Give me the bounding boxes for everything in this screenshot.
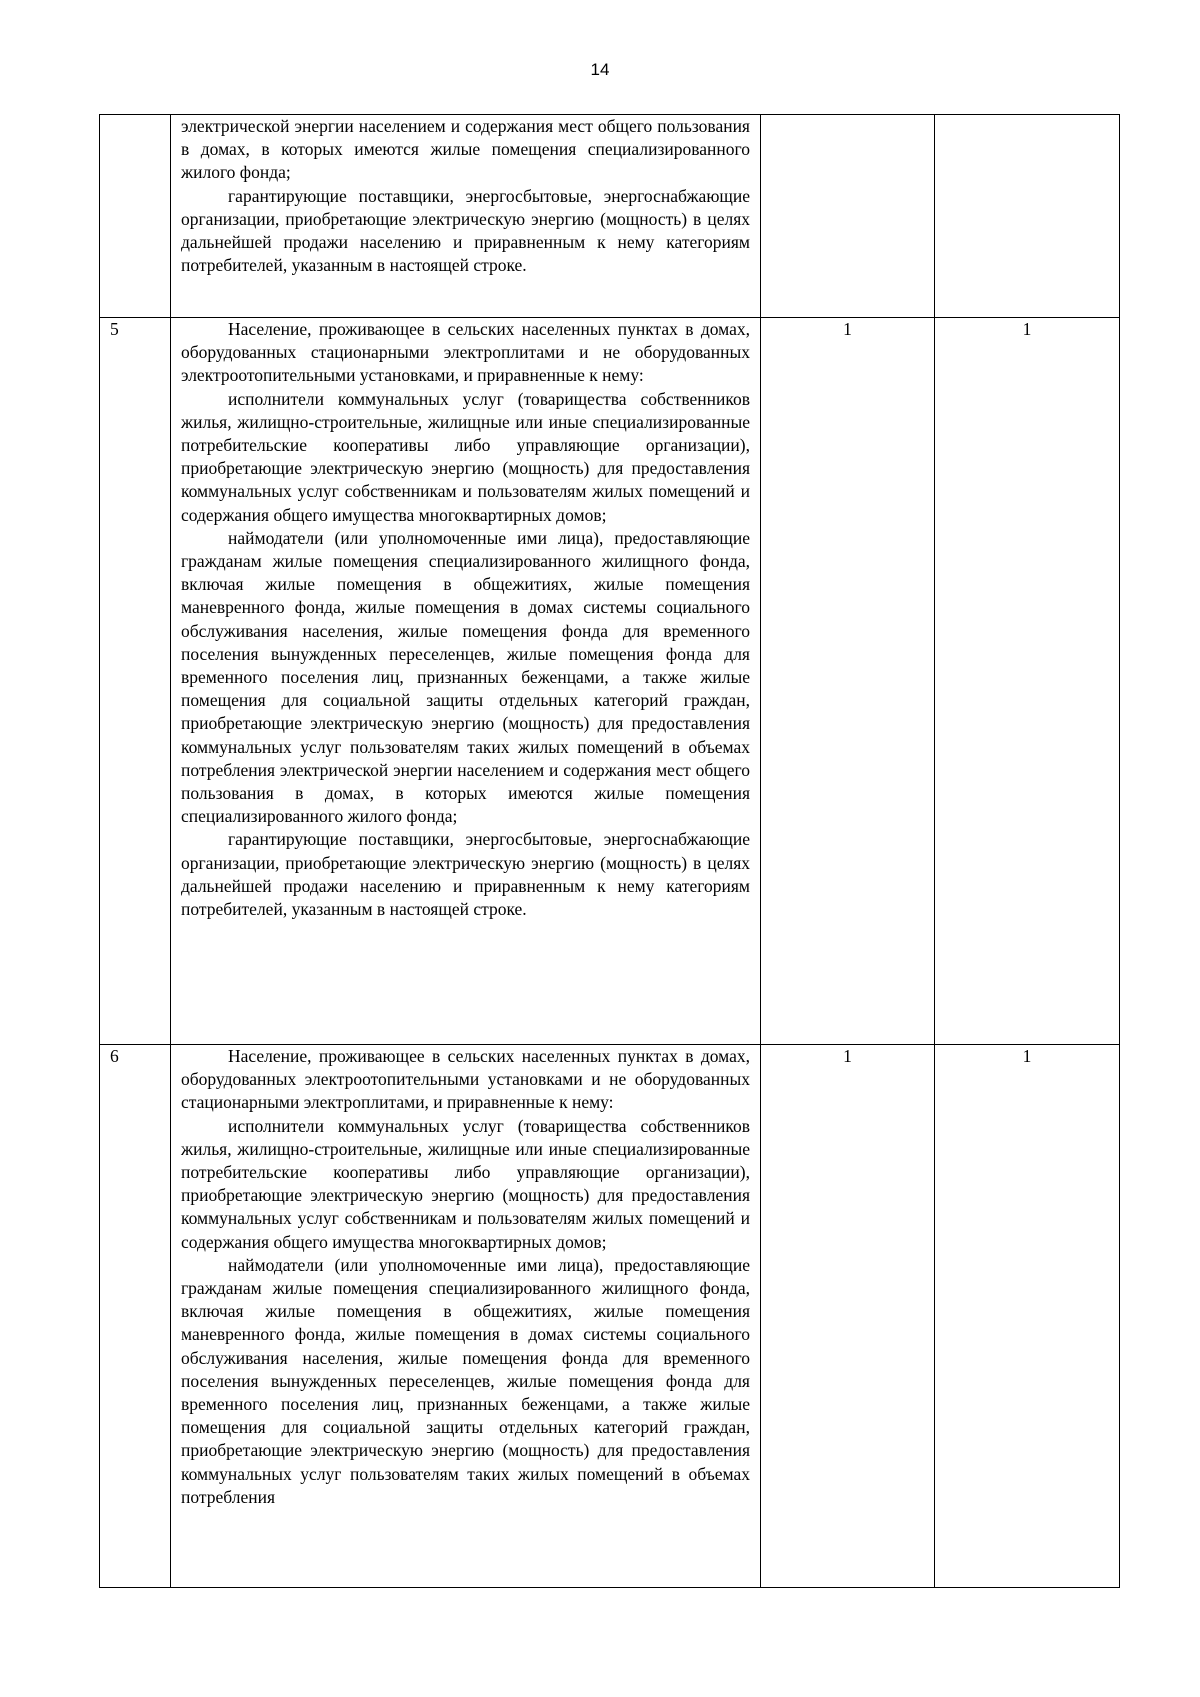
paragraph: электрической энергии населением и содержания мест общего пользования в домах, в которых имеются жилые помещения специализированного жилого фонда; <box>181 116 750 183</box>
row-description <box>171 1045 761 1588</box>
row-value-2 <box>935 115 1120 318</box>
table-row-5 <box>100 318 1120 1045</box>
row-value-2: 1 <box>935 318 1120 1045</box>
paragraph: исполнители коммунальных услуг (товарищества собственников жилья, жилищно-строительные, жилищные или иные специализированные потребительские кооперативы либо управляющие организации), приобретающие электрическую энергию (мощность) для предоставления коммунальных услуг собственникам и пользователям жилых помещений и содержания общего имущества многоквартирных домов; <box>181 388 750 525</box>
row-number <box>100 115 171 318</box>
paragraph: исполнители коммунальных услуг (товарищества собственников жилья, жилищно-строительные, жилищные или иные специализированные потребительские кооперативы либо управляющие организации), приобретающие электрическую энергию (мощность) для предоставления коммунальных услуг собственникам и пользователям жилых помещений и содержания общего имущества многоквартирных домов; <box>181 1115 750 1252</box>
paragraph: Население, проживающее в сельских населенных пунктах в домах, оборудованных электроотопительными установками и не оборудованных стационарными электроплитами, и приравненные к нему: <box>181 1046 750 1113</box>
tariff-table <box>99 114 1120 1588</box>
row-value-1: 1 <box>761 1045 935 1588</box>
table-row-continuation <box>100 115 1120 318</box>
paragraph: Население, проживающее в сельских населенных пунктах в домах, оборудованных стационарными электроплитами и не оборудованных электроотопительными установками, и приравненные к нему: <box>181 319 750 386</box>
page-number: 14 <box>590 60 610 79</box>
paragraph: наймодатели (или уполномоченные ими лица), предоставляющие гражданам жилые помещения специализированного жилищного фонда, включая жилые помещения в общежитиях, жилые помещения маневренного фонда, жилые помещения в домах системы социального обслуживания населения, жилые помещения фонда для временного поселения вынужденных переселенцев, жилые помещения фонда для временного поселения лиц, признанных беженцами, а также жилые помещения для социальной защиты отдельных категорий граждан, приобретающие электрическую энергию (мощность) для предоставления коммунальных услуг пользователям таких жилых помещений в объемах потребления электрической энергии населением и содержания мест общего пользования в домах, в которых имеются жилые помещения специализированного жилого фонда; <box>181 527 750 827</box>
row-description <box>171 318 761 1045</box>
row-number: 6 <box>100 1045 171 1588</box>
row-value-2: 1 <box>935 1045 1120 1588</box>
row-number: 5 <box>100 318 171 1045</box>
paragraph: наймодатели (или уполномоченные ими лица), предоставляющие гражданам жилые помещения специализированного жилищного фонда, включая жилые помещения в общежитиях, жилые помещения маневренного фонда, жилые помещения в домах системы социального обслуживания населения, жилые помещения фонда для временного поселения вынужденных переселенцев, жилые помещения фонда для временного поселения лиц, признанных беженцами, а также жилые помещения для социальной защиты отдельных категорий граждан, приобретающие электрическую энергию (мощность) для предоставления коммунальных услуг пользователям таких жилых помещений в объемах потребления <box>181 1254 750 1507</box>
row-value-1 <box>761 115 935 318</box>
table-row-6 <box>100 1045 1120 1588</box>
row-description <box>171 115 761 318</box>
row-value-1: 1 <box>761 318 935 1045</box>
paragraph: гарантирующие поставщики, энергосбытовые, энергоснабжающие организации, приобретающие электрическую энергию (мощность) в целях дальнейшей продажи населению и приравненным к нему категориям потребителей, указанным в настоящей строке. <box>181 185 750 276</box>
paragraph: гарантирующие поставщики, энергосбытовые, энергоснабжающие организации, приобретающие электрическую энергию (мощность) в целях дальнейшей продажи населению и приравненным к нему категориям потребителей, указанным в настоящей строке. <box>181 829 750 920</box>
